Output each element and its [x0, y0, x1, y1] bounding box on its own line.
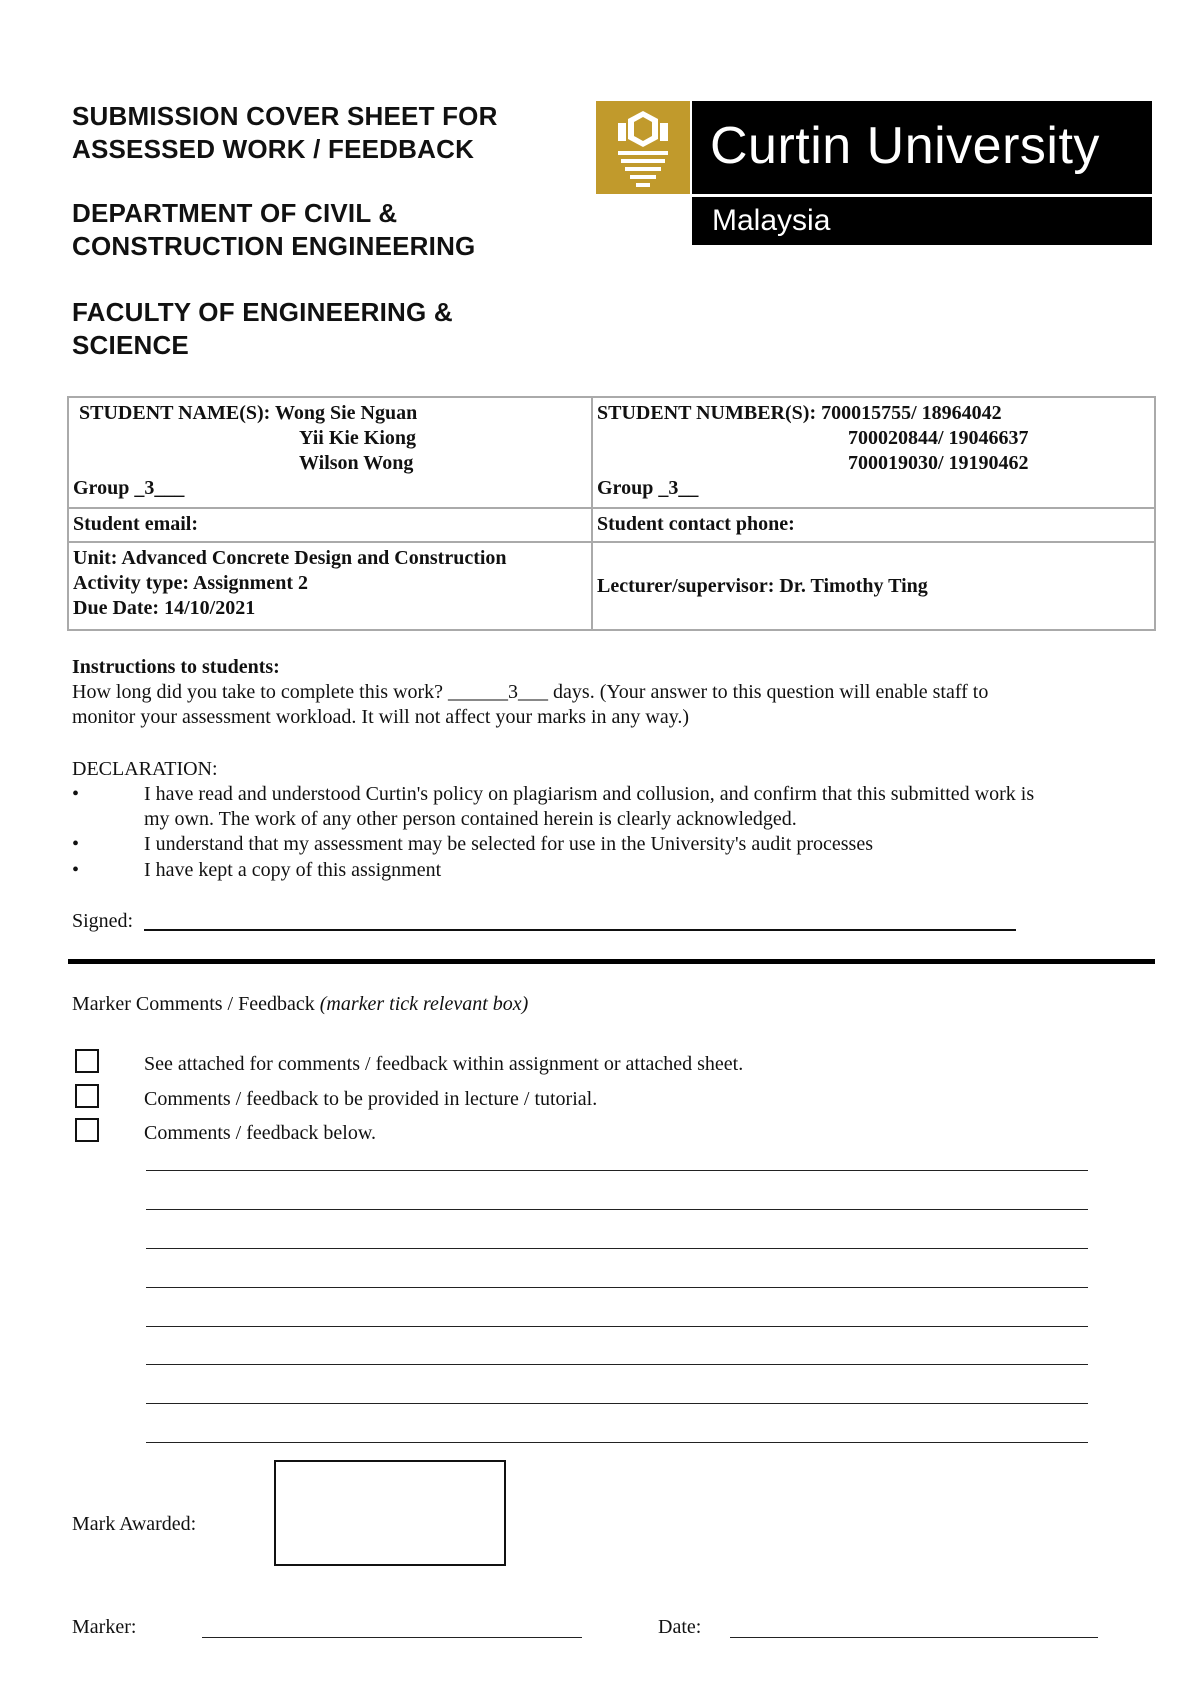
student-number-3: 700019030/ 19190462	[848, 452, 1029, 474]
mark-awarded-label: Mark Awarded:	[72, 1513, 197, 1535]
logo-name-panel	[692, 101, 1152, 194]
feedback-line[interactable]	[146, 1248, 1088, 1249]
bullet-icon: •	[72, 833, 80, 855]
feedback-option-2: Comments / feedback to be provided in lecture / tutorial.	[144, 1088, 598, 1110]
department-name	[72, 197, 475, 263]
table-row	[68, 542, 1155, 630]
student-email-label: Student email:	[73, 513, 198, 535]
marker-line[interactable]	[202, 1637, 582, 1638]
student-number-2: 700020844/ 19046637	[848, 427, 1029, 449]
lecturer-cell	[592, 542, 1155, 630]
feedback-line[interactable]	[146, 1326, 1088, 1327]
activity-type: Activity type: Assignment 2	[73, 572, 308, 594]
shield-icon	[596, 101, 690, 194]
student-number-1: 700015755/ 18964042	[821, 402, 1002, 424]
feedback-line[interactable]	[146, 1442, 1088, 1443]
group-right: Group _3__	[597, 477, 699, 499]
student-numbers-cell	[592, 397, 1155, 508]
feedback-heading	[72, 992, 528, 1017]
sheet-title-line1: SUBMISSION COVER SHEET FOR	[72, 101, 498, 131]
sheet-title-line2: ASSESSED WORK / FEEDBACK	[72, 134, 475, 164]
feedback-line[interactable]	[146, 1170, 1088, 1171]
date-label: Date:	[658, 1616, 702, 1638]
feedback-line[interactable]	[146, 1287, 1088, 1288]
feedback-below-checkbox[interactable]	[75, 1118, 99, 1142]
campus-name: Malaysia	[712, 204, 831, 237]
signed-label: Signed:	[72, 910, 134, 932]
student-phone-cell[interactable]	[592, 508, 1155, 542]
feedback-heading-text: Marker Comments / Feedback	[72, 993, 320, 1015]
logo-campus-band	[692, 197, 1152, 245]
feedback-line[interactable]	[146, 1209, 1088, 1210]
signature-line[interactable]	[144, 929, 1016, 931]
bullet-icon: •	[72, 859, 80, 881]
feedback-line[interactable]	[146, 1403, 1088, 1404]
table-row	[68, 397, 1155, 508]
student-name-1: Wong Sie Nguan	[274, 402, 418, 424]
student-phone-label: Student contact phone:	[597, 513, 795, 535]
faculty-name	[72, 296, 453, 362]
student-names-cell	[68, 397, 592, 508]
instructions-line1: How long did you take to complete this work? ______3___ days. (Your answer to this question will enable staff to	[72, 681, 989, 703]
declaration-heading: DECLARATION:	[72, 758, 218, 780]
instructions-heading: Instructions to students:	[72, 656, 280, 678]
due-date: Due Date: 14/10/2021	[73, 597, 256, 619]
faculty-line1: FACULTY OF ENGINEERING &	[72, 297, 453, 327]
student-name-2: Yii Kie Kiong	[299, 427, 417, 449]
feedback-line[interactable]	[146, 1364, 1088, 1365]
feedback-attached-checkbox[interactable]	[75, 1049, 99, 1073]
feedback-heading-note: (marker tick relevant box)	[319, 993, 529, 1015]
department-line2: CONSTRUCTION ENGINEERING	[72, 231, 476, 261]
lecturer-name: Lecturer/supervisor: Dr. Timothy Ting	[597, 574, 928, 597]
feedback-option-1: See attached for comments / feedback within assignment or attached sheet.	[144, 1053, 744, 1075]
declaration-item2: I understand that my assessment may be selected for use in the University's audit processes	[144, 833, 873, 855]
student-numbers-label: STUDENT NUMBER(S):	[597, 402, 817, 424]
department-line1: DEPARTMENT OF CIVIL &	[72, 198, 398, 228]
table-row	[68, 508, 1155, 542]
student-names-label: STUDENT NAME(S):	[79, 402, 271, 424]
student-name-3: Wilson Wong	[299, 452, 414, 474]
declaration-item1-line2: my own. The work of any other person contained herein is clearly acknowledged.	[144, 808, 797, 830]
group-left: Group _3___	[73, 477, 185, 499]
unit-cell	[68, 542, 592, 630]
declaration-item1-line1: I have read and understood Curtin's policy on plagiarism and collusion, and confirm that this submitted work is	[144, 783, 1035, 805]
marker-label: Marker:	[72, 1616, 137, 1638]
feedback-lecture-checkbox[interactable]	[75, 1084, 99, 1108]
sheet-title	[72, 100, 498, 166]
section-divider	[68, 959, 1155, 964]
unit-name: Unit: Advanced Concrete Design and Construction	[73, 547, 507, 569]
university-name: Curtin University	[710, 117, 1100, 175]
bullet-icon: •	[72, 783, 80, 805]
instructions-line2: monitor your assessment workload. It will not affect your marks in any way.)	[72, 706, 690, 728]
feedback-option-3: Comments / feedback below.	[144, 1122, 376, 1144]
curtin-logo	[596, 101, 1152, 245]
declaration-item3: I have kept a copy of this assignment	[144, 859, 442, 881]
date-line[interactable]	[730, 1637, 1098, 1638]
mark-awarded-box[interactable]	[274, 1460, 506, 1566]
faculty-line2: SCIENCE	[72, 330, 189, 360]
student-info-table	[67, 396, 1156, 631]
student-email-cell[interactable]	[68, 508, 592, 542]
